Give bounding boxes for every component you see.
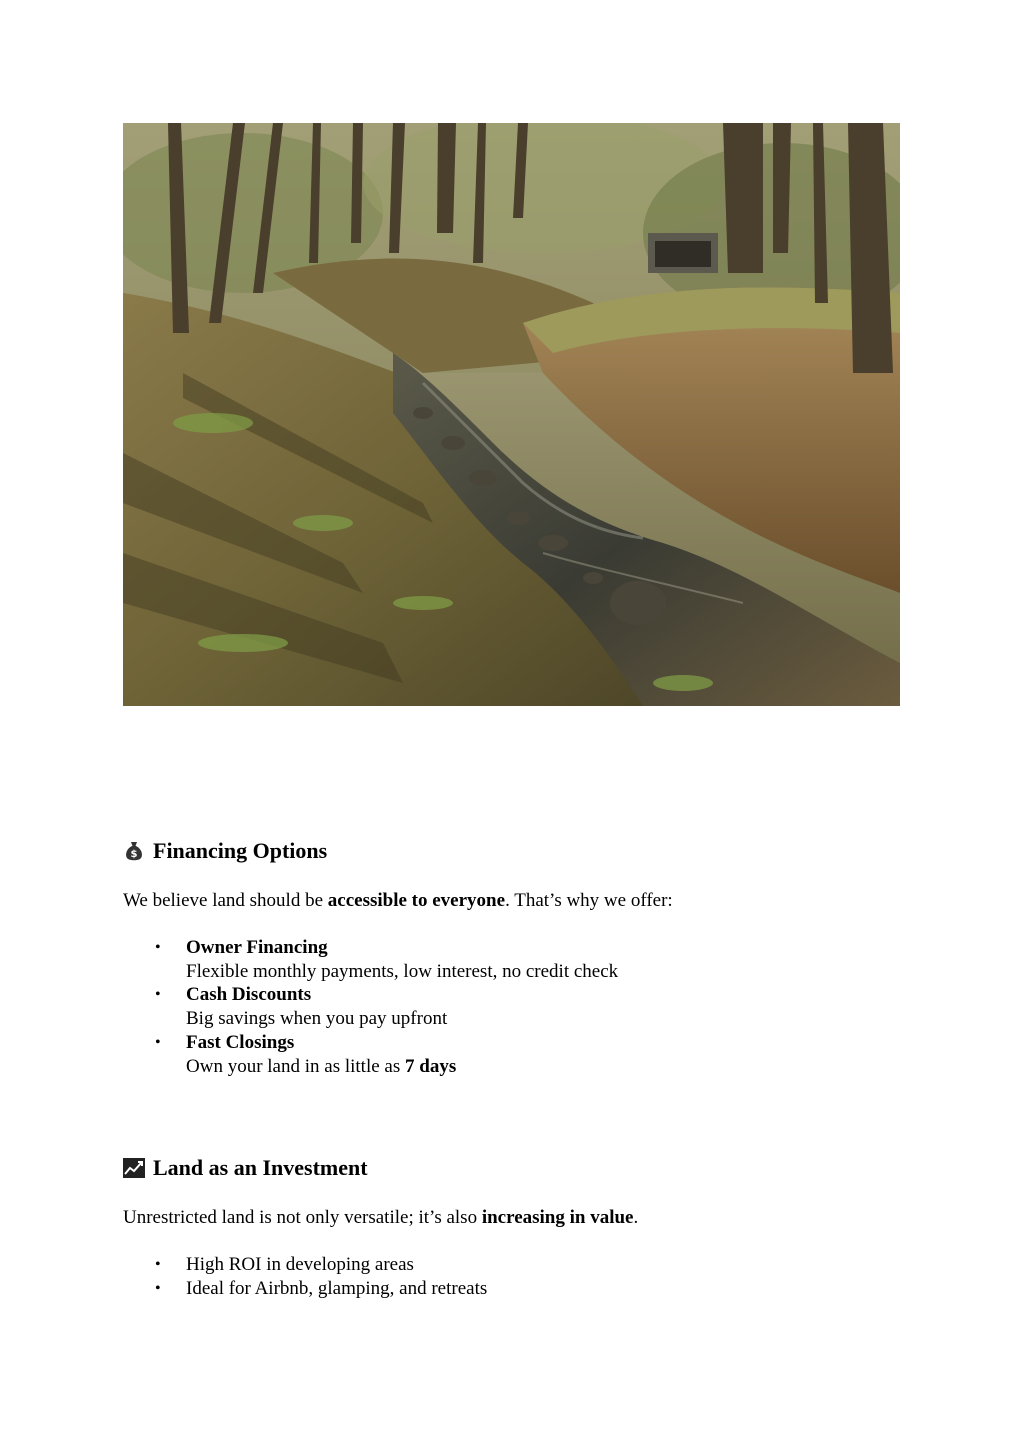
chart-increasing-icon xyxy=(123,1157,145,1179)
bullet-icon: • xyxy=(155,986,161,1004)
investment-intro: Unrestricted land is not only versatile; it’s also increasing in value. xyxy=(123,1207,639,1228)
financing-intro: We believe land should be accessible to everyone. That’s why we offer: xyxy=(123,890,673,911)
investment-heading xyxy=(123,1155,368,1181)
bullet-icon: • xyxy=(155,939,161,956)
list-item: • High ROI in developing areas xyxy=(155,1254,414,1275)
list-item: • Ideal for Airbnb, glamping, and retreats xyxy=(155,1277,488,1299)
money-bag-icon xyxy=(123,840,145,862)
investment-benefits-list xyxy=(123,1253,487,1300)
bullet-icon: • xyxy=(155,1033,161,1051)
list-item: • Fast Closings Own your land in as little as 7 days xyxy=(155,1031,457,1077)
list-item: • Owner Financing Flexible monthly payments, low interest, no credit check xyxy=(155,937,619,982)
list-item: • Cash Discounts Big savings when you pay upfront xyxy=(155,984,448,1030)
financing-title: Financing Options xyxy=(153,838,328,863)
creek-photo xyxy=(123,123,900,706)
bullet-icon: • xyxy=(155,1279,161,1297)
investment-title: Land as an Investment xyxy=(153,1155,368,1180)
svg-text:$: $ xyxy=(130,849,138,860)
bullet-icon: • xyxy=(155,1256,161,1273)
financing-options-list xyxy=(123,936,618,1078)
financing-heading xyxy=(123,838,327,864)
